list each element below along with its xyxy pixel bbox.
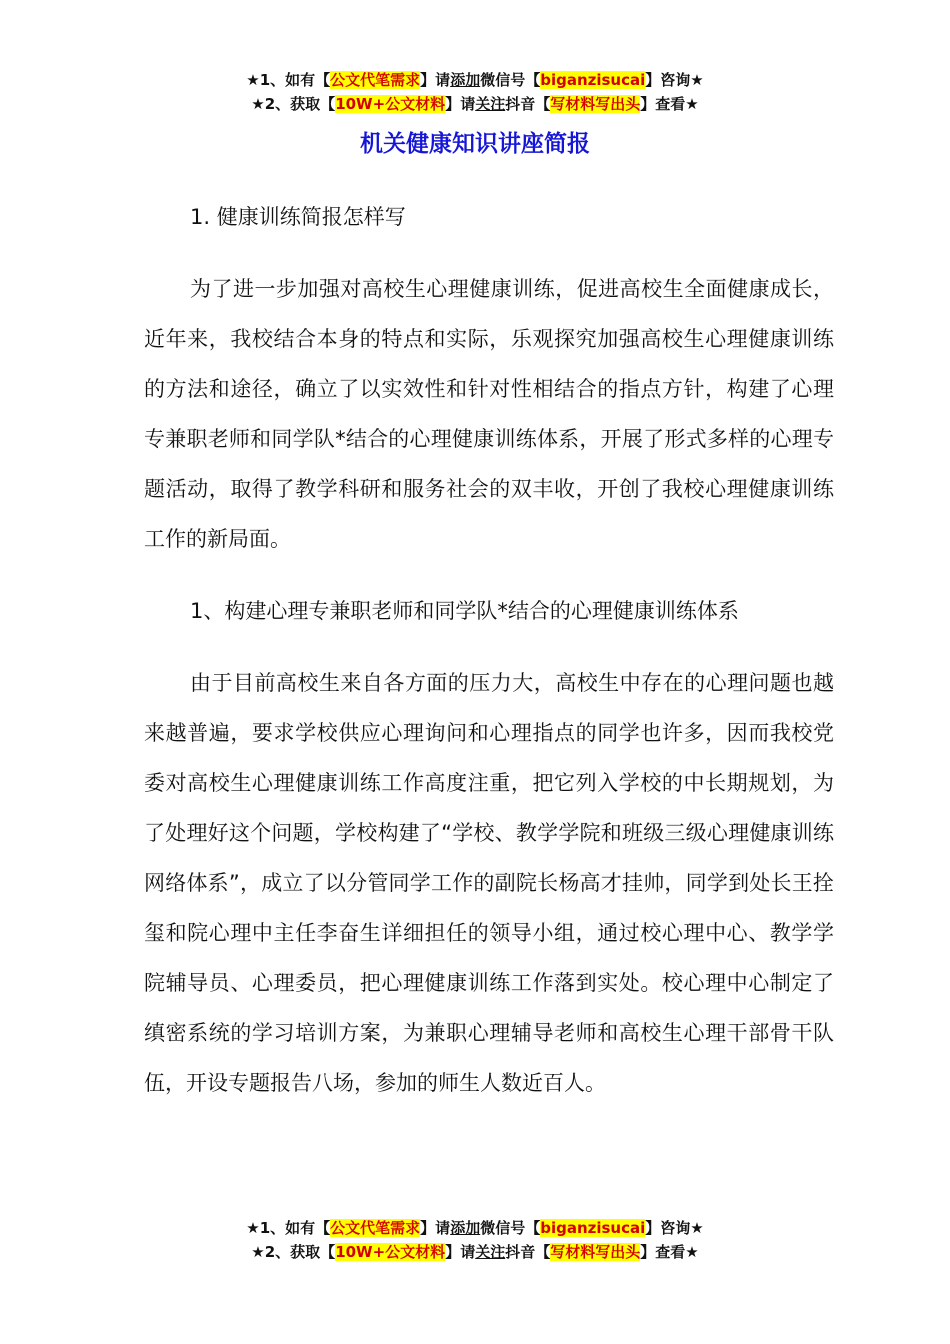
banner-text: 】查看★ [640, 1243, 699, 1261]
header-banner [0, 68, 950, 116]
banner-underlined: 关注 [475, 95, 506, 113]
banner-text: 】请 [420, 71, 451, 89]
banner-text: ★1、如有【 [246, 71, 331, 89]
banner-highlight: 公文代笔需求 [330, 71, 421, 89]
banner-highlight: 写材料写出头 [550, 1243, 641, 1261]
document-body [144, 192, 834, 1108]
banner-text: 抖音【 [505, 95, 551, 113]
paragraph-1: 为了进一步加强对高校生心理健康训练，促进高校生全面健康成长，近年来，我校结合本身的特点和实际，乐观探究加强高校生心理健康训练的方法和途径，确立了以实效性和针对性相结合的指点方针，构建了心理专兼职老师和同学队*结合的心理健康训练体系，开展了形式多样的心理专题活动，取得了教学科研和服务社会的双丰收，开创了我校心理健康训练工作的新局面。 [144, 277, 834, 551]
banner-text: 微信号【 [480, 1219, 541, 1237]
section-heading-2: 1、构建心理专兼职老师和同学队*结合的心理健康训练体系 [190, 599, 739, 623]
banner-underlined: 添加 [450, 71, 481, 89]
banner-highlight: biganzisucai [540, 1219, 646, 1237]
footer-banner [0, 1216, 950, 1264]
spacer [144, 564, 834, 586]
banner-text: 】咨询★ [645, 71, 704, 89]
banner-text: ★2、获取【 [251, 95, 336, 113]
banner-line-2 [0, 1240, 950, 1264]
banner-text: ★2、获取【 [251, 1243, 336, 1261]
paragraph-2: 由于目前高校生来自各方面的压力大，高校生中存在的心理问题也越来越普遍，要求学校供应心理询问和心理指点的同学也许多，因而我校党委对高校生心理健康训练工作高度注重，把它列入学校的中长期规划，为了处理好这个问题，学校构建了“学校、教学学院和班级三级心理健康训练网络体系”，成立了以分管同学工作的副院长杨高才挂帅，同学到处长王拴玺和院心理中主任李奋生详细担任的领导小组，通过校心理中心、教学学院辅导员、心理委员，把心理健康训练工作落到实处。校心理中心制定了缜密系统的学习培训方案，为兼职心理辅导老师和高校生心理干部骨干队伍，开设专题报告八场，参加的师生人数近百人。 [144, 671, 834, 1095]
banner-underlined: 关注 [475, 1243, 506, 1261]
banner-underlined: 添加 [450, 1219, 481, 1237]
banner-text: 】查看★ [640, 95, 699, 113]
banner-highlight: 10W+公文材料 [335, 95, 446, 113]
spacer [144, 636, 834, 658]
section-heading-1: 1. 健康训练简报怎样写 [190, 205, 406, 229]
banner-text: ★1、如有【 [246, 1219, 331, 1237]
banner-highlight: biganzisucai [540, 71, 646, 89]
banner-text: 抖音【 [505, 1243, 551, 1261]
banner-highlight: 10W+公文材料 [335, 1243, 446, 1261]
banner-text: 】请 [445, 1243, 476, 1261]
document-title: 机关健康知识讲座简报 [360, 131, 590, 157]
banner-line-1 [0, 68, 950, 92]
banner-line-2 [0, 92, 950, 116]
banner-line-1 [0, 1216, 950, 1240]
banner-highlight: 公文代笔需求 [330, 1219, 421, 1237]
banner-text: 】咨询★ [645, 1219, 704, 1237]
banner-text: 微信号【 [480, 71, 541, 89]
spacer [144, 242, 834, 264]
banner-text: 】请 [420, 1219, 451, 1237]
banner-text: 】请 [445, 95, 476, 113]
banner-highlight: 写材料写出头 [550, 95, 641, 113]
